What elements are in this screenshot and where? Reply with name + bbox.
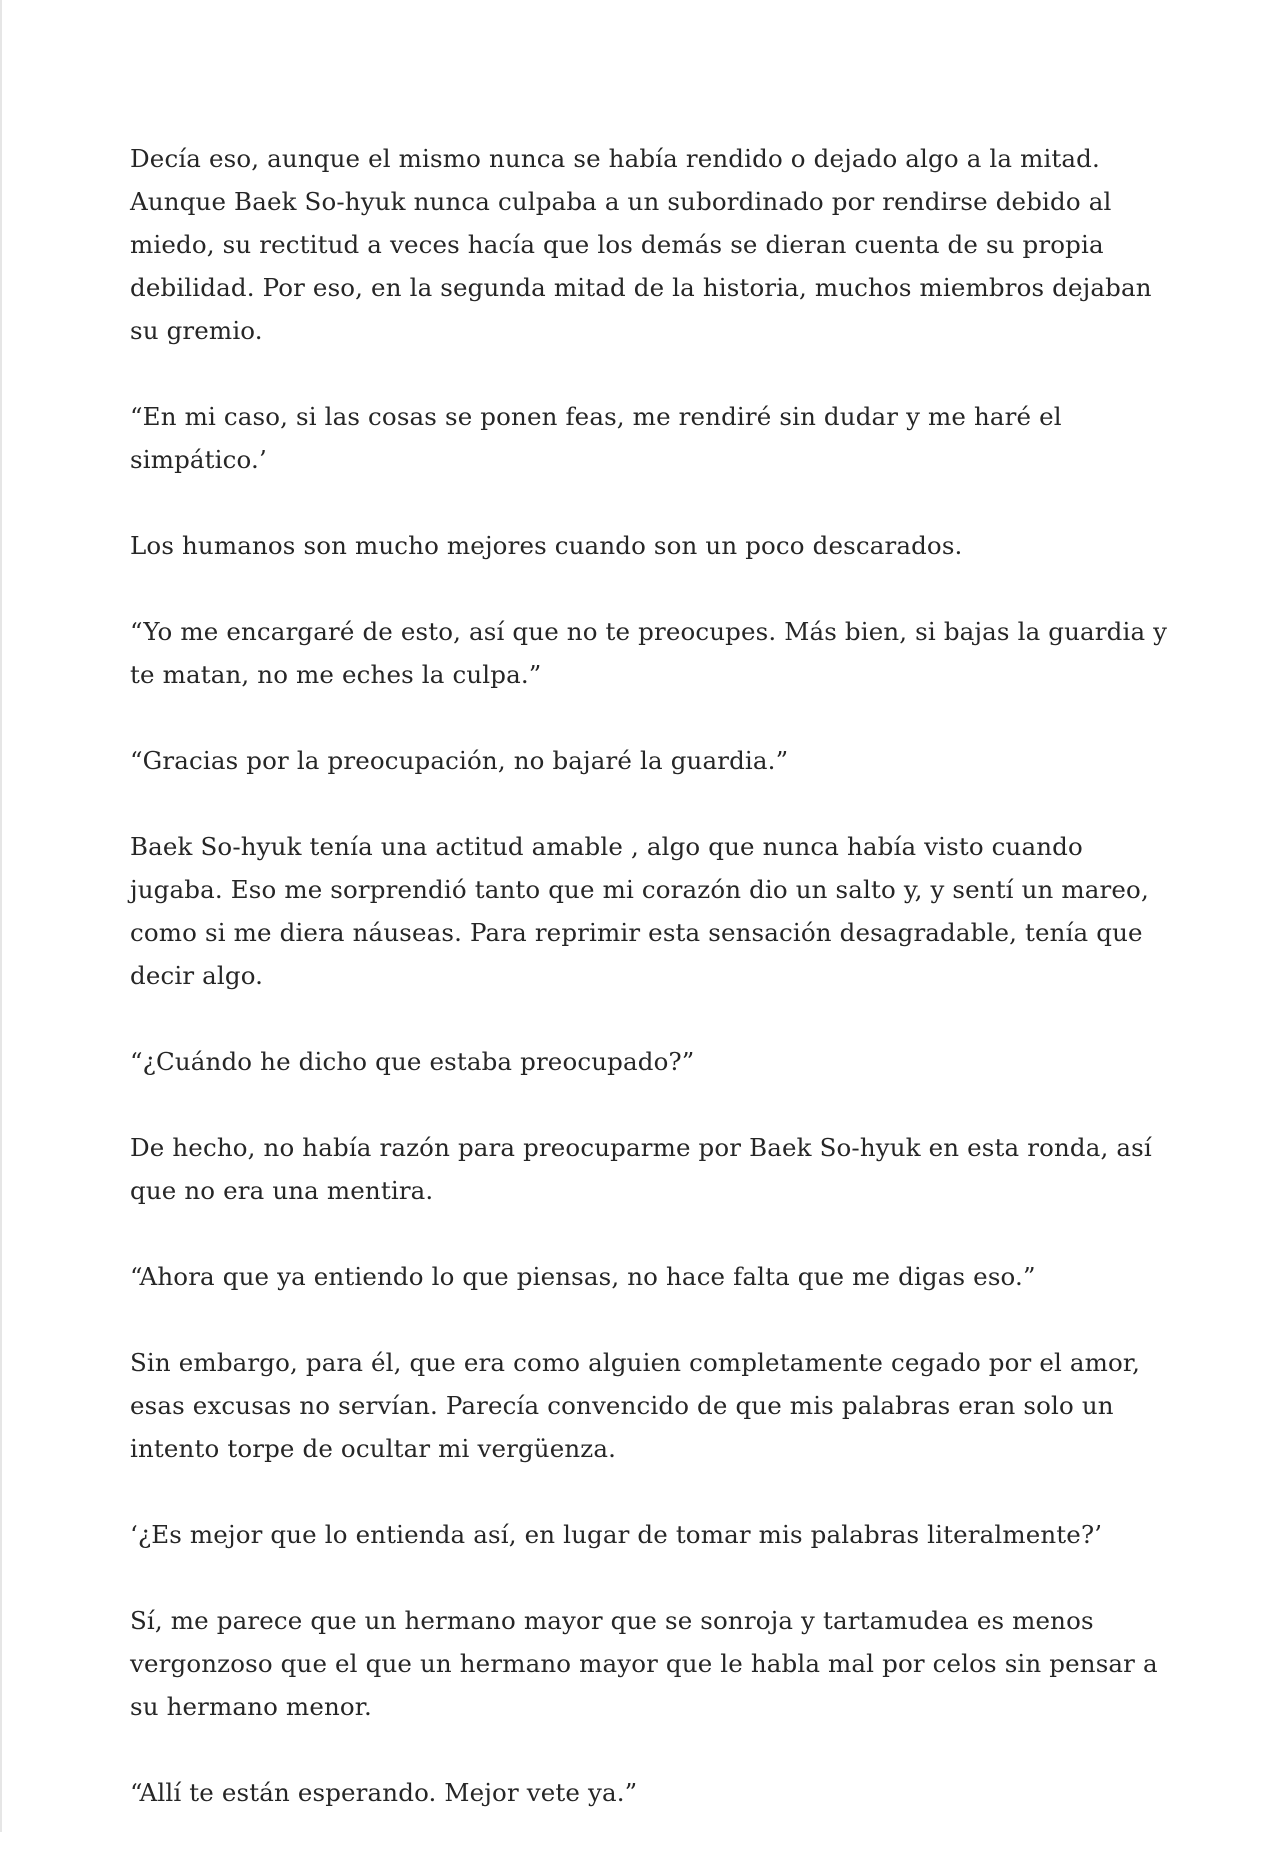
paragraph-4: “Yo me encargaré de esto, así que no te preocupes. Más bien, si bajas la guardia y te matan, no me eches la culpa.”: [130, 617, 1168, 689]
paragraph-11: ‘¿Es mejor que lo entienda así, en lugar de tomar mis palabras literalmente?’: [130, 1520, 1103, 1549]
paragraph-13: “Allí te están esperando. Mejor vete ya.”: [130, 1778, 638, 1807]
paragraph-9: “Ahora que ya entiendo lo que piensas, no hace falta que me digas eso.”: [130, 1262, 1036, 1291]
document-body: [130, 137, 1170, 1857]
paragraph-7: “¿Cuándo he dicho que estaba preocupado?”: [130, 1047, 695, 1076]
paragraph-6: Baek So-hyuk tenía una actitud amable , algo que nunca había visto cuando jugaba. Eso me sorprendió tanto que mi corazón dio un salto y, y sentí un mareo, como si me diera náuseas. Para reprimir esta sensación desagradable, tenía que decir algo.: [130, 832, 1149, 990]
paragraph-5: “Gracias por la preocupación, no bajaré la guardia.”: [130, 746, 789, 775]
paragraph-10: Sin embargo, para él, que era como alguien completamente cegado por el amor, esas excusas no servían. Parecía convencido de que mis palabras eran solo un intento torpe de ocultar mi vergüenza.: [130, 1348, 1141, 1463]
paragraph-2: “En mi caso, si las cosas se ponen feas, me rendiré sin dudar y me haré el simpático.’: [130, 402, 1062, 474]
paragraph-1: Decía eso, aunque el mismo nunca se había rendido o dejado algo a la mitad. Aunque Baek So-hyuk nunca culpaba a un subordinado por rendirse debido al miedo, su rectitud a veces hacía que los demás se dieran cuenta de su propia debilidad. Por eso, en la segunda mitad de la historia, muchos miembros dejaban su gremio.: [130, 144, 1152, 345]
paragraph-12: Sí, me parece que un hermano mayor que se sonroja y tartamudea es menos vergonzoso que el que un hermano mayor que le habla mal por celos sin pensar a su hermano menor.: [130, 1606, 1158, 1721]
paragraph-3: Los humanos son mucho mejores cuando son un poco descarados.: [130, 531, 963, 560]
paragraph-8: De hecho, no había razón para preocuparme por Baek So-hyuk en esta ronda, así que no era una mentira.: [130, 1133, 1152, 1205]
